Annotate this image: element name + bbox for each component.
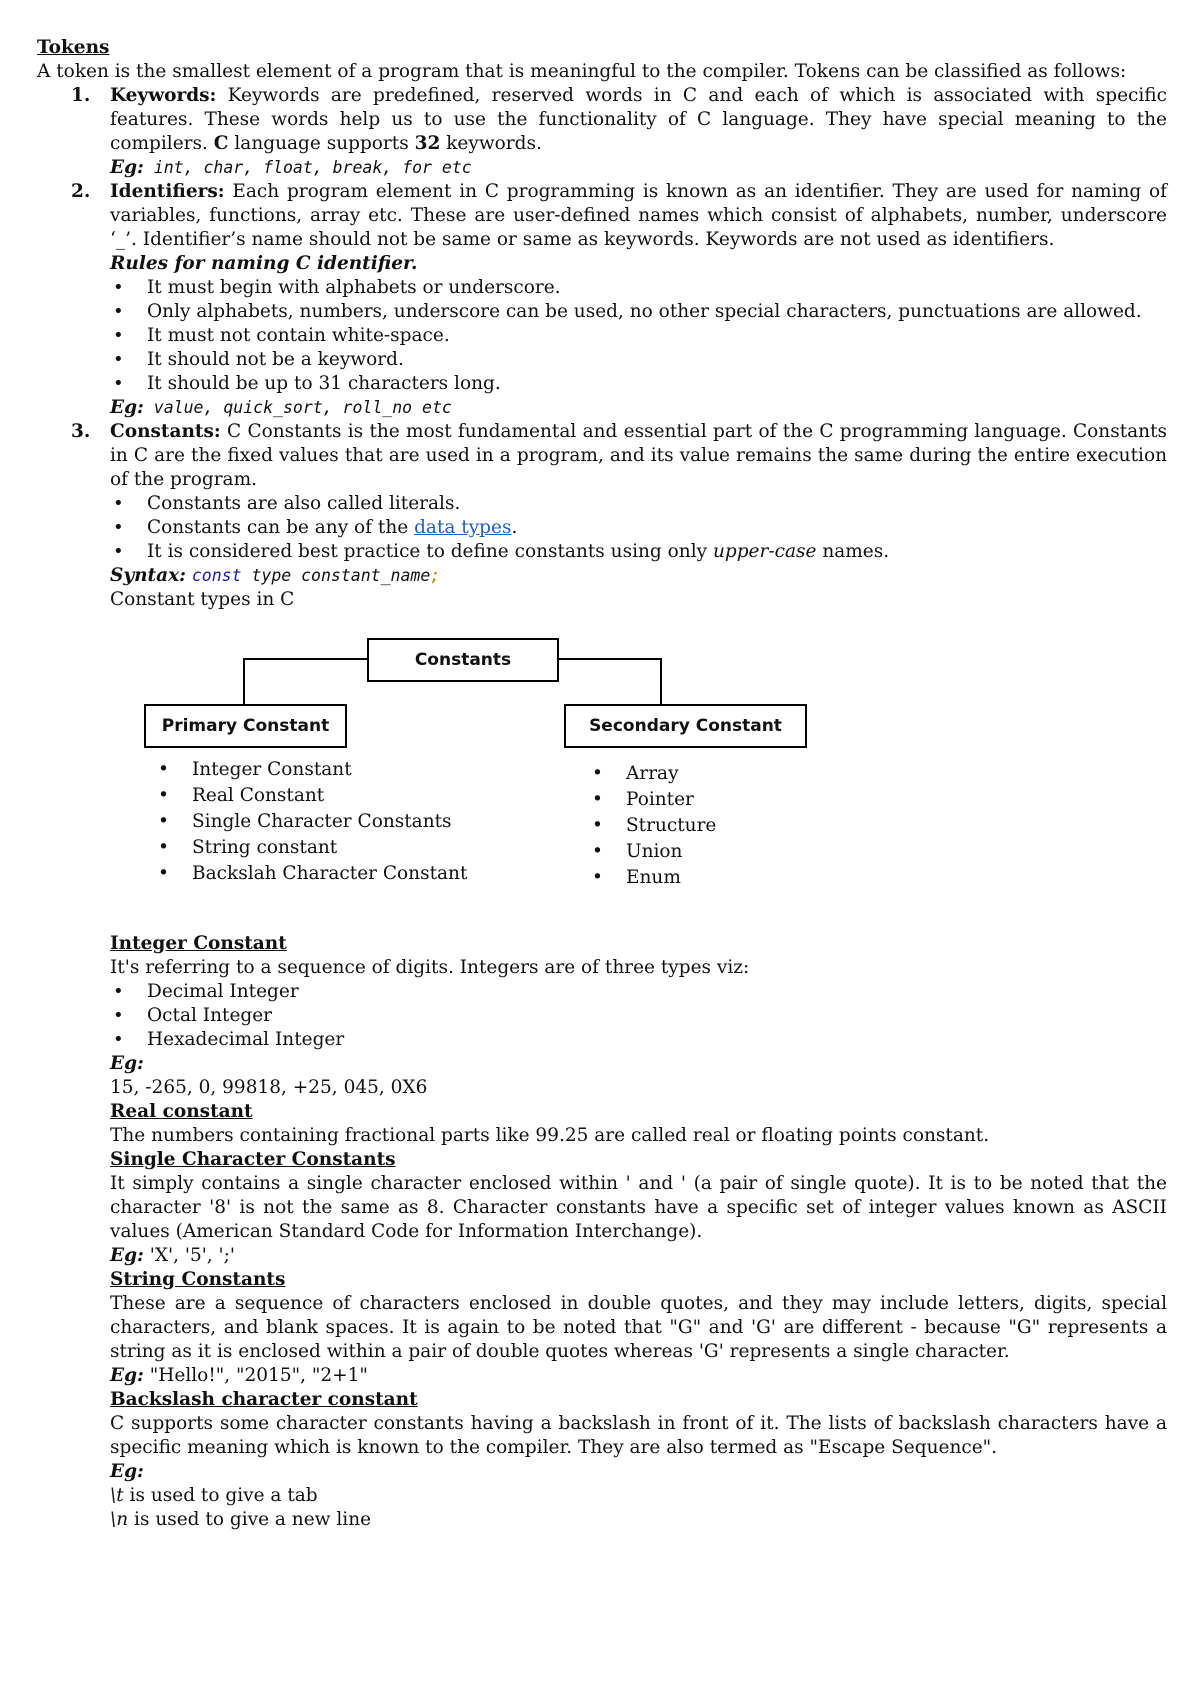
identifiers-label: Identifiers: xyxy=(110,181,225,202)
string-example xyxy=(110,1364,1167,1388)
list-item xyxy=(110,540,1167,564)
section-heading: Backslash character constant xyxy=(110,1389,418,1410)
rules-list xyxy=(110,276,1167,396)
eg-label: Eg: xyxy=(110,157,144,178)
integer-types-list xyxy=(110,980,1167,1052)
section-text: C supports some character constants having a backslash in front of it. The lists of backslash characters have a specific meaning which is known to the compiler. They are also termed as "Escape Sequence". xyxy=(110,1413,1167,1458)
list-item: • Real Constant xyxy=(155,783,467,809)
connector-right-vertical xyxy=(660,658,662,705)
list-item: • Enum xyxy=(589,865,716,891)
rules-heading-text: Rules for naming C identifier. xyxy=(110,253,418,274)
list-item: • String constant xyxy=(155,835,467,861)
integer-eg-label xyxy=(110,1052,1167,1076)
rules-heading xyxy=(110,252,1167,276)
root-label: Constants xyxy=(414,650,512,670)
connector-left-vertical xyxy=(243,658,245,705)
primary-list xyxy=(155,757,467,887)
list-item: • Structure xyxy=(589,813,716,839)
item-number: 3. xyxy=(71,421,91,442)
integer-section xyxy=(110,932,1167,1532)
list-item: • It must not contain white-space. xyxy=(110,324,1167,348)
list-item: • Pointer xyxy=(589,787,716,813)
keywords-label: Keywords: xyxy=(110,85,217,106)
list-item: • Single Character Constants xyxy=(155,809,467,835)
primary-label: Primary Constant xyxy=(161,716,330,736)
identifiers-paragraph xyxy=(110,180,1167,252)
single-char-example xyxy=(110,1244,1167,1268)
bullet-text-end: . xyxy=(511,517,518,538)
escape-code: \n xyxy=(110,1509,129,1530)
page-title: Tokens xyxy=(37,37,110,58)
token-item-keywords xyxy=(37,84,1167,180)
list-item: • Array xyxy=(589,761,716,787)
section-heading: String Constants xyxy=(110,1269,286,1290)
identifiers-example xyxy=(110,396,1167,420)
keywords-text-3: keywords. xyxy=(440,133,542,154)
example-value: "Hello!", "2015", "2+1" xyxy=(143,1365,368,1386)
section-heading: Real constant xyxy=(110,1101,253,1122)
root-box xyxy=(367,638,559,682)
bullet-text-end: names. xyxy=(816,541,890,562)
keywords-text: Keywords are predefined, reserved words in C and each of which is associated with specific features. These words help us to use the functionality of C language. They have special meaning to the compilers. xyxy=(110,85,1167,154)
connector-left-horizontal xyxy=(243,658,368,660)
list-item: • It should be up to 31 characters long. xyxy=(110,372,1167,396)
token-item-identifiers xyxy=(37,180,1167,420)
constants-bullets xyxy=(110,492,1167,564)
list-item: • Integer Constant xyxy=(155,757,467,783)
identifiers-text: Each program element in C programming is known as an identifier. They are used for naming of variables, functions, array etc. These are user-defined names which consist of alphabets, number, underscore ‘_’. Identifier’s name should not be same or same as keywords. Keywords are not used as identifiers. xyxy=(110,181,1167,250)
example-value: 'X', '5', ';' xyxy=(143,1245,235,1266)
token-item-constants xyxy=(37,420,1167,612)
newline-example xyxy=(110,1508,1167,1532)
list-item: • Decimal Integer xyxy=(110,980,1167,1004)
section-heading: Single Character Constants xyxy=(110,1149,396,1170)
connector-right-horizontal xyxy=(541,658,662,660)
eg-label: Eg: xyxy=(110,1461,144,1482)
eg-label: Eg: xyxy=(110,1053,144,1074)
item-number: 2. xyxy=(71,181,91,202)
keywords-paragraph xyxy=(110,84,1167,156)
list-item: • It should not be a keyword. xyxy=(110,348,1167,372)
section-text: The numbers containing fractional parts like 99.25 are called real or floating points constant. xyxy=(110,1125,990,1146)
item-number: 1. xyxy=(71,85,91,106)
identifiers-example-value: value, quick_sort, roll_no etc xyxy=(143,398,452,417)
section-text: These are a sequence of characters enclosed in double quotes, and they may include letters, digits, special characters, and blank spaces. It is again to be noted that "G" and 'G' are different - because "G" represents a string as it is enclosed within a pair of double quotes whereas 'G' represents a single character. xyxy=(110,1293,1167,1362)
backslash-eg-label xyxy=(110,1460,1167,1484)
intro-paragraph: A token is the smallest element of a program that is meaningful to the compiler. Tokens can be classified as follows: xyxy=(37,61,1127,82)
list-item xyxy=(110,516,1167,540)
constants-paragraph xyxy=(110,420,1167,492)
primary-box xyxy=(144,704,347,748)
constants-diagram xyxy=(37,612,1167,932)
section-text: It simply contains a single character enclosed within ' and ' (a pair of single quote). It is to be noted that the character '8' is not the same as 8. Character constants have a specific set of integer values known as ASCII values (American Standard Code for Information Interchange). xyxy=(110,1173,1167,1242)
keyword-count: 32 xyxy=(414,133,441,154)
escape-description: is used to give a tab xyxy=(123,1485,318,1506)
keywords-example xyxy=(110,156,1167,180)
syntax-line xyxy=(110,564,1167,588)
syntax-code: type constant_name xyxy=(241,566,431,585)
eg-label: Eg: xyxy=(110,1245,144,1266)
constants-label: Constants: xyxy=(110,421,221,442)
constant-types-caption: Constant types in C xyxy=(110,589,295,610)
constants-text: C Constants is the most fundamental and essential part of the C programming language. Constants in C are the fixed values that are used in a program, and its value remains the same during the entire execution of the program. xyxy=(110,421,1167,490)
integer-example-value: 15, -265, 0, 99818, +25, 045, 0X6 xyxy=(110,1077,428,1098)
c-language-bold: C xyxy=(213,133,229,154)
list-item: • Union xyxy=(589,839,716,865)
document-page xyxy=(37,36,1167,1532)
bullet-text: Constants can be any of the xyxy=(147,517,415,538)
list-item: • Hexadecimal Integer xyxy=(110,1028,1167,1052)
token-list xyxy=(37,84,1167,612)
upper-case-emphasis: upper-case xyxy=(712,541,817,562)
list-item: • Backslah Character Constant xyxy=(155,861,467,887)
eg-label: Eg: xyxy=(110,1365,144,1386)
escape-code: \t xyxy=(110,1485,124,1506)
data-types-link[interactable]: data types xyxy=(414,517,512,538)
list-item: • Octal Integer xyxy=(110,1004,1167,1028)
list-item: • It must begin with alphabets or underscore. xyxy=(110,276,1167,300)
list-item: • Constants are also called literals. xyxy=(110,492,1167,516)
secondary-label: Secondary Constant xyxy=(589,716,782,736)
bullet-text: It is considered best practice to define constants using only xyxy=(147,541,713,562)
keywords-text-2: language supports xyxy=(228,133,415,154)
eg-label: Eg: xyxy=(110,397,144,418)
syntax-semicolon: ; xyxy=(430,566,441,585)
syntax-keyword: const xyxy=(191,566,242,585)
syntax-label: Syntax: xyxy=(110,565,186,586)
secondary-list xyxy=(589,761,716,891)
keywords-example-value: int, char, float, break, for etc xyxy=(143,158,472,177)
list-item: • Only alphabets, numbers, underscore can be used, no other special characters, punctuations are allowed. xyxy=(110,300,1167,324)
secondary-box xyxy=(564,704,807,748)
section-heading: Integer Constant xyxy=(110,933,287,954)
section-text: It's referring to a sequence of digits. Integers are of three types viz: xyxy=(110,957,750,978)
tab-example xyxy=(110,1484,1167,1508)
escape-description: is used to give a new line xyxy=(128,1509,372,1530)
